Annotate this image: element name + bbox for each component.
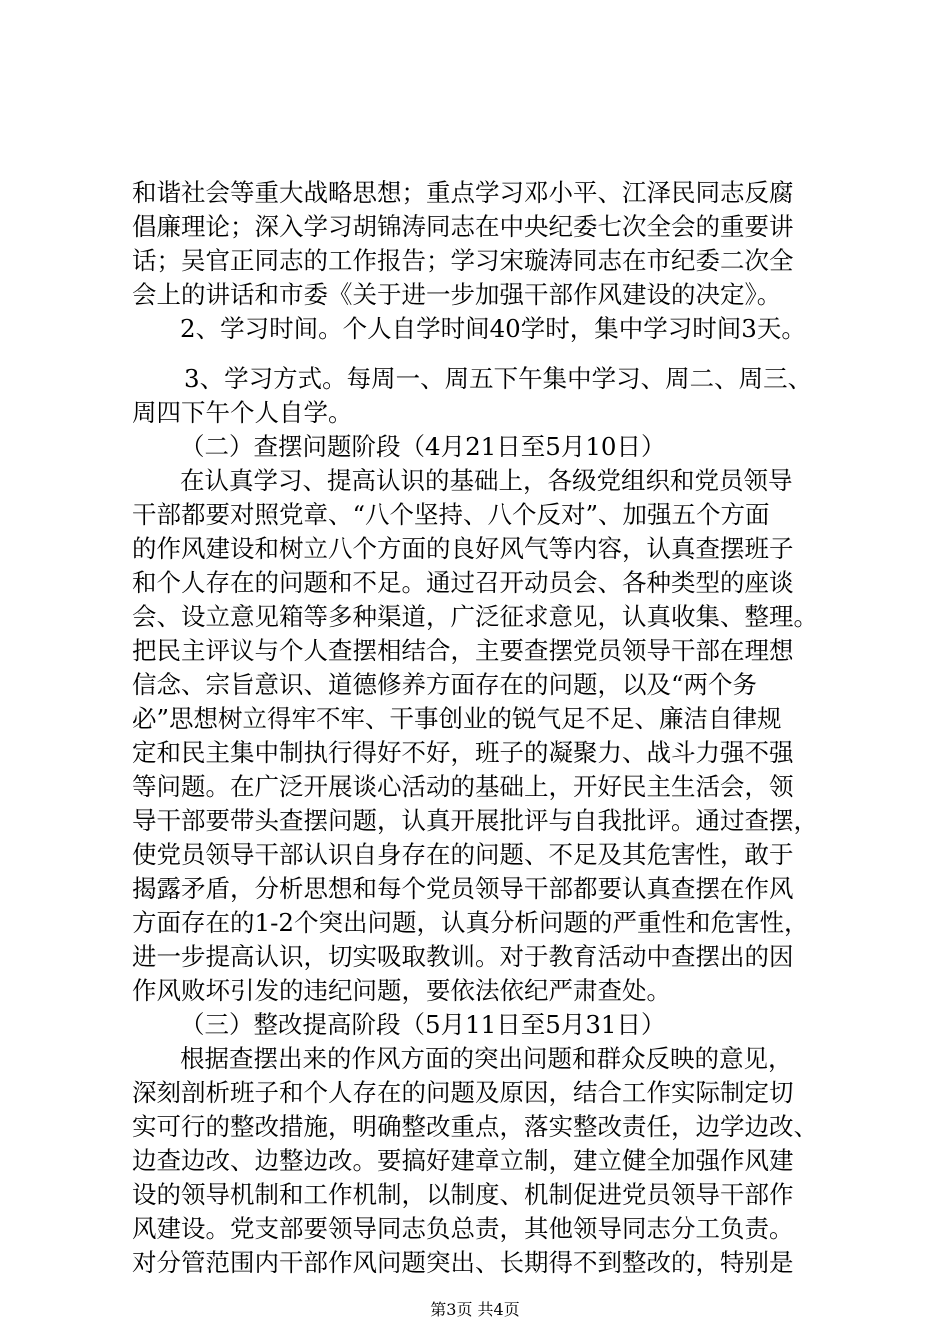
text-line: 作风败坏引发的违纪问题，要依法依纪严肃查处。 xyxy=(132,976,671,1005)
text-line: 方面存在的1-2个突出问题，认真分析问题的严重性和危害性， xyxy=(132,908,809,937)
text-line: 风建设。党支部要领导同志负总责，其他领导同志分工负责。 xyxy=(132,1214,794,1243)
page-footer: 第3页 共4页 xyxy=(430,1300,520,1319)
text-line: 把民主评议与个人查摆相结合，主要查摆党员领导干部在理想 xyxy=(132,636,794,665)
text-line: 必”思想树立得牢不牢、干事创业的锐气足不足、廉洁自律规 xyxy=(132,704,782,733)
text-line: 实可行的整改措施，明确整改重点，落实整改责任，边学边改、 xyxy=(132,1112,818,1141)
text-line: 会、设立意见箱等多种渠道，广泛征求意见，认真收集、整理。 xyxy=(132,602,818,631)
text-line: 话；吴官正同志的工作报告；学习宋璇涛同志在市纪委二次全 xyxy=(132,246,794,275)
text-line: 等问题。在广泛开展谈心活动的基础上，开好民主生活会，领 xyxy=(132,772,794,801)
text-line: 揭露矛盾，分析思想和每个党员领导干部都要认真查摆在作风 xyxy=(132,874,794,903)
text-line: 干部都要对照党章、“八个坚持、八个反对”、加强五个方面 xyxy=(132,500,770,529)
text-line: 根据查摆出来的作风方面的突出问题和群众反映的意见， xyxy=(180,1044,793,1073)
section-heading: （三）整改提高阶段（5月11日至5月31日） xyxy=(180,1010,666,1039)
text-line: 导干部要带头查摆问题，认真开展批评与自我批评。通过查摆， xyxy=(132,806,818,835)
text-line: 深刻剖析班子和个人存在的问题及原因，结合工作实际制定切 xyxy=(132,1078,794,1107)
text-line: 2、学习时间。个人自学时间40学时，集中学习时间3天。 xyxy=(180,314,806,343)
text-line: 信念、宗旨意识、道德修养方面存在的问题，以及“两个务 xyxy=(132,670,758,699)
text-line: 使党员领导干部认识自身存在的问题、不足及其危害性，敢于 xyxy=(132,840,794,869)
text-line: 进一步提高认识，切实吸取教训。对于教育活动中查摆出的因 xyxy=(132,942,794,971)
text-line: 定和民主集中制执行得好不好，班子的凝聚力、战斗力强不强 xyxy=(132,738,794,767)
text-line: 边查边改、边整边改。要搞好建章立制，建立健全加强作风建 xyxy=(132,1146,794,1175)
text-line: 3、学习方式。每周一、周五下午集中学习、周二、周三、 xyxy=(184,364,813,393)
text-line: 在认真学习、提高认识的基础上，各级党组织和党员领导 xyxy=(180,466,793,495)
text-line: 和谐社会等重大战略思想；重点学习邓小平、江泽民同志反腐 xyxy=(132,178,794,207)
section-heading: （二）查摆问题阶段（4月21日至5月10日） xyxy=(180,432,666,461)
text-line: 的作风建设和树立八个方面的良好风气等内容，认真查摆班子 xyxy=(132,534,794,563)
text-line: 倡廉理论；深入学习胡锦涛同志在中央纪委七次全会的重要讲 xyxy=(132,212,794,241)
text-line: 对分管范围内干部作风问题突出、长期得不到整改的，特别是 xyxy=(132,1248,794,1277)
text-line: 和个人存在的问题和不足。通过召开动员会、各种类型的座谈 xyxy=(132,568,794,597)
text-line: 周四下午个人自学。 xyxy=(132,398,353,427)
text-line: 会上的讲话和市委《关于进一步加强干部作风建设的决定》。 xyxy=(132,280,782,309)
text-line: 设的领导机制和工作机制，以制度、机制促进党员领导干部作 xyxy=(132,1180,794,1209)
